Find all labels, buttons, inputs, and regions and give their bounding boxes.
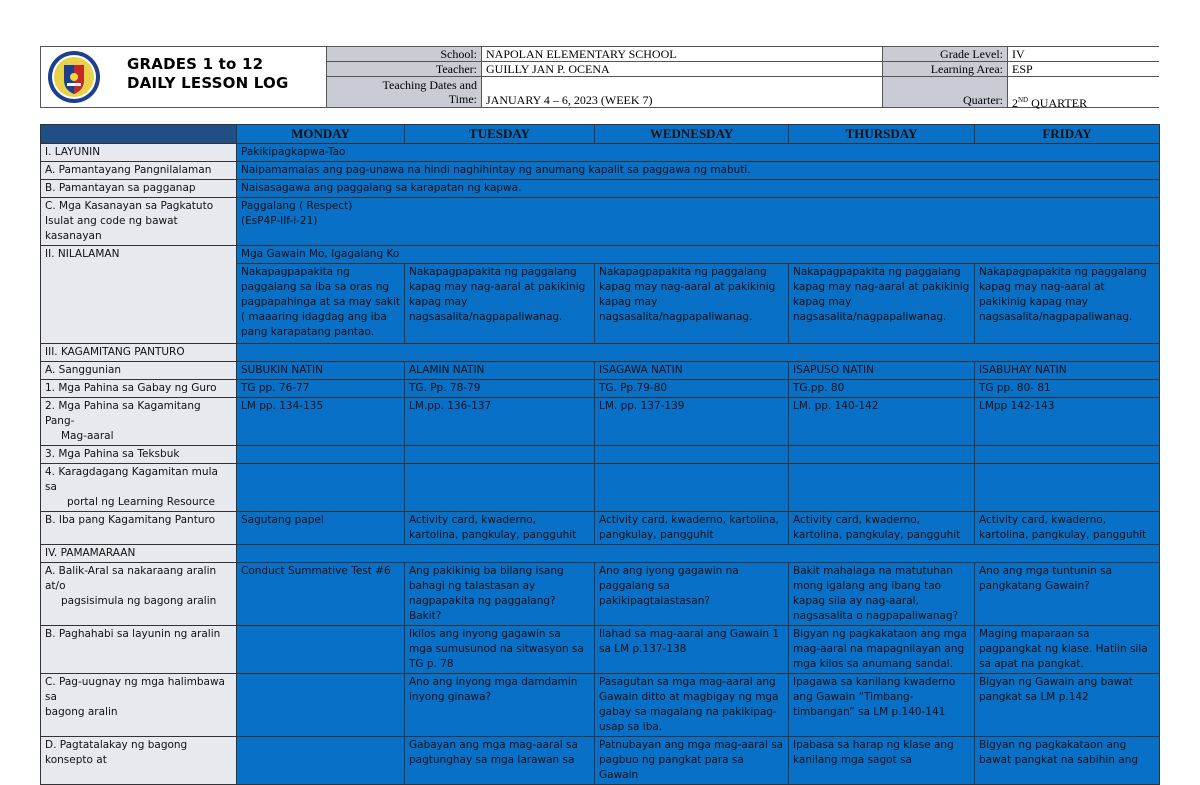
line: Sagutang papel [241, 514, 324, 526]
row-label: B. Paghahabi sa layunin ng aralin [41, 626, 237, 674]
row-gabay-guro [41, 380, 1160, 398]
line: TG p. 78 [409, 658, 454, 670]
cell-thursday: LM. pp. 140-142 [789, 398, 975, 446]
row-nilalaman [41, 246, 1160, 264]
line: kapag may [793, 296, 852, 308]
lesson-log-table [40, 124, 1160, 785]
quarter-label: Quarter: [883, 77, 1008, 107]
line: Gabayan ang mga mag-aaral sa [409, 739, 578, 751]
row-label [41, 398, 237, 446]
line: Ipabasa sa harap ng klase ang [793, 739, 954, 751]
day-friday: FRIDAY [975, 125, 1160, 144]
line: Maging maparaan sa [979, 628, 1090, 640]
cell-monday [237, 446, 405, 464]
dates-label [327, 77, 482, 107]
line: bawat pangkat na sabihin ang [979, 754, 1139, 766]
line: Nakapagpapakita ng paggalang [793, 266, 961, 278]
row-pamamaraan [41, 545, 1160, 563]
cell-monday: LM pp. 134-135 [237, 398, 405, 446]
cell-wednesday [595, 737, 789, 785]
row-label: III. KAGAMITANG PANTURO [41, 344, 237, 362]
row-balik-aral [41, 563, 1160, 626]
nilalaman-text: Mga Gawain Mo, Igagalang Ko [237, 246, 1160, 264]
row-label: B. Iba pang Kagamitang Panturo [41, 512, 237, 545]
cell-friday [975, 626, 1160, 674]
cell-friday [975, 446, 1160, 464]
line: Nakapagpapakita ng paggalang [409, 266, 577, 278]
line: Ipagawa sa kanilang kwaderno [793, 676, 956, 688]
pangnilalaman-text: Naipamamalas ang pag-unawa na hindi naghihintay ng anumang kapalit sa paggawa ng mabuti. [237, 162, 1160, 180]
title-line-2: DAILY LESSON LOG [127, 74, 289, 92]
line: Conduct Summative Test #6 [241, 565, 391, 577]
label-line: portal ng Learning Resource [67, 496, 215, 508]
line: kartolina, pangkulay, pangguhit [979, 529, 1147, 541]
line: Ano ang inyong mga damdamin [409, 676, 578, 688]
line: Bigyan ng pagkakataon ang [979, 739, 1127, 751]
line: pangkat sa LM p.142 [979, 691, 1089, 703]
row-kagamitang-mag-aaral [41, 398, 1160, 446]
line: nagsasalita/nagpapaliwanag. [599, 311, 753, 323]
label-line: A. Balik-Aral sa nakaraang aralin [45, 565, 217, 577]
cell-friday: LMpp 142-143 [975, 398, 1160, 446]
text-line: Paggalang ( Respect) [241, 200, 353, 212]
line: Ano ang iyong gagawin na [599, 565, 739, 577]
line: nagsasalita o nagpapaliwanag? [793, 610, 959, 622]
line: Ilahad sa mag-aaral ang Gawain 1 [599, 628, 780, 640]
label-line: at/o [45, 580, 66, 592]
row-label [41, 737, 237, 785]
school-value: NAPOLAN ELEMENTARY SCHOOL [482, 47, 883, 62]
quarter-number: 2 [1012, 96, 1018, 110]
line: ang Gawain “Timbang- [793, 691, 914, 703]
line: nagsasalita/nagpapaliwanag. [979, 311, 1133, 323]
row-pagtatalakay [41, 737, 1160, 785]
line: paggalang sa iba sa oras ng [241, 281, 390, 293]
layunin-text: Pakikipagkapwa-Tao [237, 144, 1160, 162]
cell-tuesday [405, 446, 595, 464]
cell-monday [237, 264, 405, 344]
cell-tuesday: LM.pp. 136-137 [405, 398, 595, 446]
day-wednesday: WEDNESDAY [595, 125, 789, 144]
cell-friday [975, 674, 1160, 737]
header-corner [41, 125, 237, 144]
line: pagbuo ng pangkat para sa Gawain [599, 754, 744, 781]
line: mong igalang ang ibang tao [793, 580, 942, 592]
info-block [327, 47, 1159, 110]
line: ( maaaring idagdag ang iba [241, 311, 387, 323]
cell-friday: ISABUHAY NATIN [975, 362, 1160, 380]
line: Nakapagpapakita ng [241, 266, 350, 278]
row-label [41, 198, 237, 246]
row-iba-pang [41, 512, 1160, 545]
cell-tuesday [405, 563, 595, 626]
row-paghahabi [41, 626, 1160, 674]
grade-level-label: Grade Level: [883, 47, 1008, 62]
cell-thursday [789, 264, 975, 344]
line: sa apat na pangkat. [979, 658, 1084, 670]
quarter-suffix: ND [1018, 96, 1029, 104]
cell-monday [237, 737, 405, 785]
line: Gawain ditto at magbigay ng mga [599, 691, 779, 703]
row-sanggunian [41, 362, 1160, 380]
cell-monday: SUBUKIN NATIN [237, 362, 405, 380]
line: Bigyan ng pagkakataon ang mga [793, 628, 967, 640]
label-line: Pang- [45, 415, 75, 427]
line: Activity card, kwaderno, [409, 514, 537, 526]
row-label: 1. Mga Pahina sa Gabay ng Guro [41, 380, 237, 398]
line: usap sa iba. [599, 721, 663, 733]
line: Bakit mahalaga na matutuhan [793, 565, 954, 577]
line: kartolina, pangkulay, pangguhit [793, 529, 961, 541]
school-label: School: [327, 47, 482, 62]
label-line: C. Pag-uugnay ng mga halimbawa [45, 676, 225, 688]
cell-friday [975, 563, 1160, 626]
cell-wednesday [595, 626, 789, 674]
row-label [41, 674, 237, 737]
row-teksbuk [41, 446, 1160, 464]
label-line: bagong aralin [45, 706, 118, 718]
cell-thursday [789, 737, 975, 785]
dates-label-line-2: Time: [448, 92, 477, 106]
line: kapag may [599, 296, 658, 308]
line: kapag sila ay nag-aaral, [793, 595, 919, 607]
line: pagpapahinga at sa may sakit [241, 296, 400, 308]
row-kasanayan [41, 198, 1160, 246]
line: Activity card, kwaderno, [979, 514, 1107, 526]
row-label: II. NILALAMAN [41, 246, 237, 344]
cell-thursday [789, 512, 975, 545]
label-line: Isulat ang code ng bawat [45, 215, 178, 227]
deped-seal-icon [45, 50, 103, 104]
line: kapag may nag-aaral at pakikinig [793, 281, 970, 293]
line: Ano ang mga tuntunin sa [979, 565, 1113, 577]
day-tuesday: TUESDAY [405, 125, 595, 144]
learning-area-value: ESP [1008, 62, 1159, 77]
empty-cell [237, 545, 1160, 563]
row-pamantayan-pagganap [41, 180, 1160, 198]
line: Nakapagpapakita ng paggalang [599, 266, 767, 278]
row-label [41, 464, 237, 512]
cell-monday [237, 563, 405, 626]
line: mga sumusunod na sitwasyon sa [409, 643, 584, 655]
line: kapag may nag-aaral at pakikinig [599, 281, 776, 293]
cell-thursday: ISAPUSO NATIN [789, 362, 975, 380]
line: mag-aaral na mapagnilayan ang [793, 643, 965, 655]
cell-thursday: TG.pp. 80 [789, 380, 975, 398]
cell-tuesday [405, 264, 595, 344]
label-line: 2. Mga Pahina sa Kagamitang [45, 400, 201, 412]
cell-wednesday [595, 464, 789, 512]
cell-thursday [789, 674, 975, 737]
line: kapag may [409, 296, 468, 308]
grade-level-value: IV [1008, 47, 1159, 62]
row-label: B. Pamantayan sa pagganap [41, 180, 237, 198]
text-line: (EsP4P-IIf-i-21) [241, 215, 318, 227]
label-line: C. Mga Kasanayan sa Pagkatuto [45, 200, 214, 212]
label-line: sa [45, 691, 57, 703]
line: pagpangkat ng klase. Hatiin sila [979, 643, 1148, 655]
cell-friday [975, 512, 1160, 545]
line: nagsasalita/nagpapaliwanag. [793, 311, 947, 323]
row-pamantayang-pangnilalaman [41, 162, 1160, 180]
line: kartolina, pangkulay, pangguhit [409, 529, 577, 541]
row-label [41, 563, 237, 626]
line: inyong ginawa? [409, 691, 492, 703]
cell-wednesday [595, 446, 789, 464]
cell-thursday [789, 446, 975, 464]
cell-tuesday [405, 737, 595, 785]
cell-friday [975, 464, 1160, 512]
teacher-value: GUILLY JAN P. OCENA [482, 62, 883, 77]
row-kagamitang-panturo [41, 344, 1160, 362]
row-label: IV. PAMAMARAAN [41, 545, 237, 563]
line: Ikilos ang inyong gagawin sa [409, 628, 561, 640]
quarter-text: QUARTER [1028, 96, 1088, 110]
line: mga kilos sa anumang sandal. [793, 658, 954, 670]
cell-friday [975, 264, 1160, 344]
empty-cell [237, 344, 1160, 362]
day-monday: MONDAY [237, 125, 405, 144]
line: pangkulay, pangguhit [599, 529, 714, 541]
cell-monday: TG pp. 76-77 [237, 380, 405, 398]
label-line: pagsisimula ng bagong aralin [61, 595, 217, 607]
line: pangkatang Gawain? [979, 580, 1090, 592]
row-label: A. Sanggunian [41, 362, 237, 380]
line: pakikinig kapag may [979, 296, 1088, 308]
cell-thursday [789, 464, 975, 512]
line: nagsasalita/nagpapaliwanag. [409, 311, 563, 323]
row-label: I. LAYUNIN [41, 144, 237, 162]
cell-monday [237, 464, 405, 512]
line: Bigyan ng Gawain ang bawat [979, 676, 1133, 688]
pagganap-text: Naisasagawa ang paggalang sa karapatan ng kapwa. [237, 180, 1160, 198]
lesson-log-header [40, 46, 1159, 108]
label-line: konsepto at [45, 754, 107, 766]
row-label: A. Pamantayang Pangnilalaman [41, 162, 237, 180]
line: Activity card, kwaderno, kartolina, [599, 514, 779, 526]
label-line: D. Pagtatalakay ng bagong [45, 739, 188, 751]
row-layunin [41, 144, 1160, 162]
line: kapag may nag-aaral at pakikinig [409, 281, 586, 293]
line: kapag may nag-aaral at [979, 281, 1105, 293]
cell-wednesday [595, 264, 789, 344]
line: sa LM p.137-138 [599, 643, 687, 655]
day-thursday: THURSDAY [789, 125, 975, 144]
line: Ang pakikinig ba bilang isang [409, 565, 564, 577]
cell-monday [237, 626, 405, 674]
cell-wednesday: LM. pp. 137-139 [595, 398, 789, 446]
label-line: 4. Karagdagang Kagamitan mula sa [45, 466, 218, 493]
cell-wednesday [595, 512, 789, 545]
line: Activity card, kwaderno, [793, 514, 921, 526]
cell-tuesday: ALAMIN NATIN [405, 362, 595, 380]
cell-friday: TG pp. 80- 81 [975, 380, 1160, 398]
line: gabay sa magalang na pakikipag- [599, 706, 777, 718]
row-label: 3. Mga Pahina sa Teksbuk [41, 446, 237, 464]
cell-thursday [789, 626, 975, 674]
line: Pasagutan sa mga mag-aaral ang [599, 676, 776, 688]
title-line-1: GRADES 1 to 12 [127, 55, 264, 73]
cell-tuesday [405, 512, 595, 545]
row-pag-uugnay [41, 674, 1160, 737]
line: bahagi ng talastasan ay [409, 580, 536, 592]
learning-area-label: Learning Area: [883, 62, 1008, 77]
cell-tuesday [405, 464, 595, 512]
line: Patnubayan ang mga mag-aaral sa [599, 739, 784, 751]
line: paggalang sa pakikipagtalastasan? [599, 580, 710, 607]
quarter-value [1008, 77, 1159, 110]
cell-monday [237, 674, 405, 737]
line: nagpapakita ng paggalang? [409, 595, 556, 607]
label-line: Mag-aaral [61, 430, 114, 442]
dates-value: JANUARY 4 – 6, 2023 (WEEK 7) [482, 77, 883, 107]
cell-wednesday [595, 674, 789, 737]
line: Nakapagpapakita ng paggalang [979, 266, 1147, 278]
row-karagdagang [41, 464, 1160, 512]
dates-label-line-1: Teaching Dates and [382, 78, 477, 92]
title-block [41, 47, 327, 107]
label-line: kasanayan [45, 230, 102, 242]
cell-tuesday: TG. Pp. 78-79 [405, 380, 595, 398]
line: Bakit? [409, 610, 442, 622]
line: timbangan” sa LM p.140-141 [793, 706, 946, 718]
cell-friday [975, 737, 1160, 785]
cell-tuesday [405, 674, 595, 737]
cell-wednesday: ISAGAWA NATIN [595, 362, 789, 380]
days-header-row [41, 125, 1160, 144]
teacher-label: Teacher: [327, 62, 482, 77]
line: pagtunghay sa mga larawan sa [409, 754, 575, 766]
line: kanilang mga sagot sa [793, 754, 912, 766]
line: pang karapatang pantao. [241, 326, 375, 338]
cell-wednesday: TG. Pp.79-80 [595, 380, 789, 398]
cell-tuesday [405, 626, 595, 674]
cell-thursday [789, 563, 975, 626]
kasanayan-text [237, 198, 1160, 246]
cell-wednesday [595, 563, 789, 626]
cell-monday [237, 512, 405, 545]
